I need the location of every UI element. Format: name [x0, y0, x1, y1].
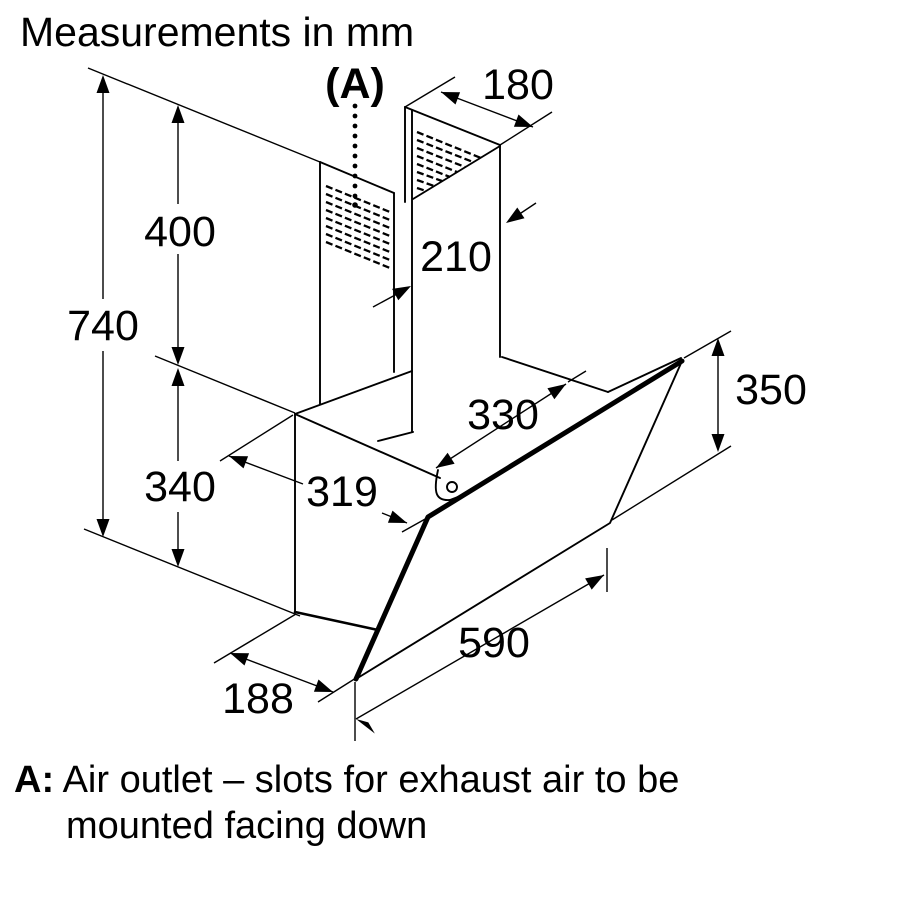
dim-label-350: 350	[735, 366, 807, 414]
air-outlet-slots-front	[417, 132, 481, 191]
dim-label-180: 180	[482, 61, 554, 109]
footnote-line-2: mounted facing down	[66, 805, 428, 848]
footnote	[14, 757, 679, 850]
outlet-ref-leader	[352, 104, 358, 208]
dim-label-319: 319	[306, 468, 378, 516]
dim-350	[612, 331, 731, 520]
dim-label-outlet-ref: (A)	[325, 60, 385, 108]
air-outlet-slots-rear	[326, 186, 390, 268]
footnote-line-1	[14, 757, 679, 803]
dim-label-590: 590	[458, 619, 530, 667]
page-title: Measurements in mm	[20, 9, 415, 55]
dim-label-340: 340	[144, 463, 216, 511]
dim-label-400: 400	[144, 208, 216, 256]
dim-label-740: 740	[67, 302, 139, 350]
dim-label-330: 330	[467, 391, 539, 439]
footnote-marker: A:	[14, 759, 55, 801]
dim-label-188: 188	[222, 675, 294, 723]
dim-label-210: 210	[420, 233, 492, 281]
chimney-rear-section	[320, 162, 394, 404]
footnote-text-1: Air outlet – slots for exhaust air to be	[62, 759, 680, 801]
